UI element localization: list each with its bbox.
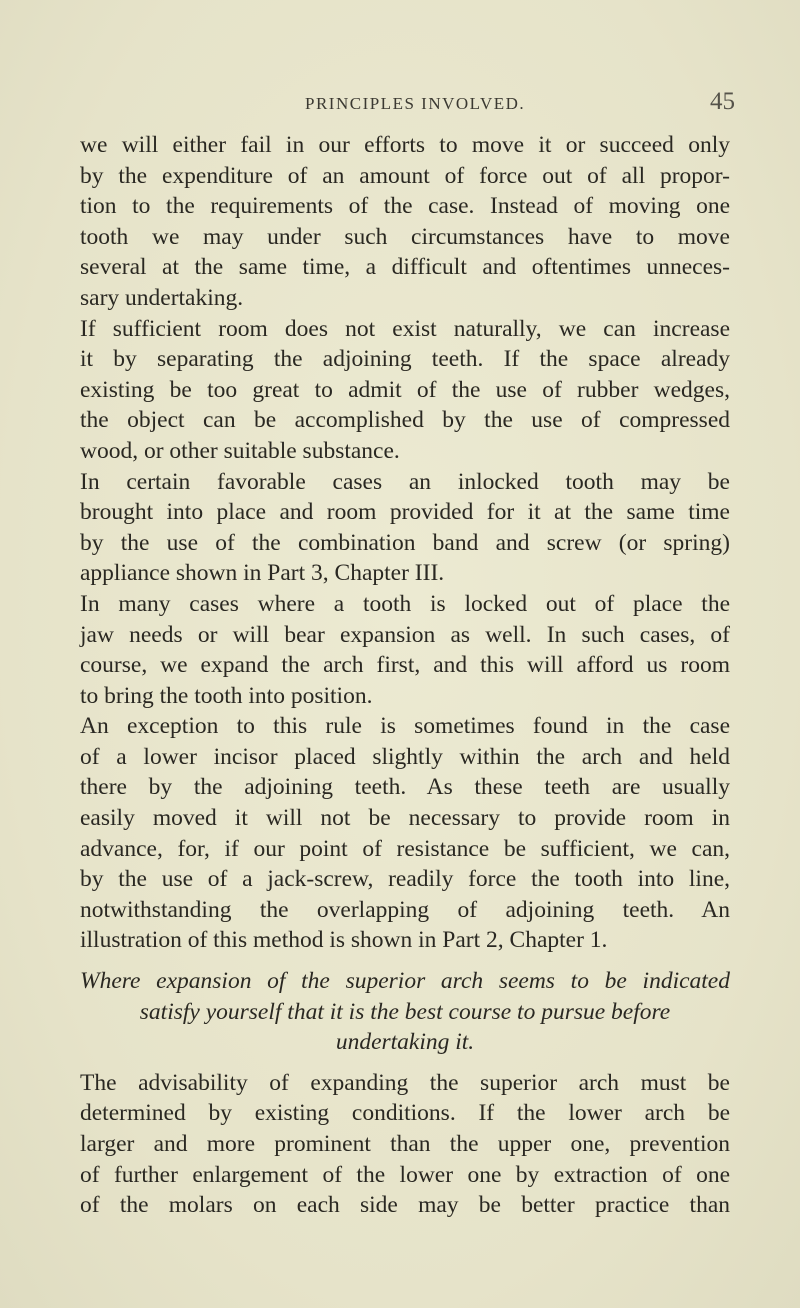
text-line: larger and more prominent than the upper one, prevention bbox=[80, 1131, 730, 1157]
text-line: of the molars on each side may be better practice than bbox=[80, 1192, 730, 1219]
text-line: determined by existing conditions. If the lower arch be bbox=[80, 1100, 730, 1127]
text-line: the object can be accomplished by the use of compressed bbox=[80, 407, 730, 434]
body-text bbox=[80, 130, 730, 1221]
text-line: notwithstanding the overlapping of adjoining teeth. An bbox=[80, 896, 730, 923]
running-head: PRINCIPLES INVOLVED. bbox=[305, 94, 526, 113]
text-line: course, we expand the arch first, and this will afford us room bbox=[80, 652, 730, 679]
paragraph bbox=[80, 467, 730, 589]
text-line: there by the adjoining teeth. As these teeth are usually bbox=[80, 774, 730, 801]
text-line: If sufficient room does not exist naturally, we can increase bbox=[80, 315, 730, 342]
text-line: of further enlargement of the lower one by extraction of one bbox=[80, 1161, 730, 1188]
text-line: tooth we may under such circumstances have to move bbox=[80, 223, 730, 250]
text-line: we will either fail in our efforts to move it or succeed only bbox=[80, 132, 730, 158]
text-line: easily moved it will not be necessary to provide room in bbox=[80, 805, 730, 832]
paragraph bbox=[80, 711, 730, 956]
italic-line: Where expansion of the superior arch seems to be indicated bbox=[80, 968, 730, 995]
text-line: illustration of this method is shown in Part 2, Chapter 1. bbox=[80, 927, 608, 954]
text-line: In certain favorable cases an inlocked tooth may be bbox=[80, 468, 730, 495]
text-line: The advisability of expanding the superior arch must be bbox=[80, 1069, 730, 1096]
text-line: In many cases where a tooth is locked out of place the bbox=[80, 590, 730, 617]
paragraph bbox=[80, 589, 730, 711]
text-line: advance, for, if our point of resistance be sufficient, we can, bbox=[80, 835, 730, 862]
text-line: by the expenditure of an amount of force out of all propor- bbox=[80, 162, 730, 189]
text-line: it by separating the adjoining teeth. If the space already bbox=[80, 346, 730, 373]
text-line: appliance shown in Part 3, Chapter III. bbox=[80, 560, 445, 587]
text-line: sary undertaking. bbox=[80, 284, 244, 311]
paragraph bbox=[80, 314, 730, 467]
text-line: An exception to this rule is sometimes found in the case bbox=[80, 713, 730, 740]
page-header bbox=[80, 88, 735, 128]
paragraph bbox=[80, 130, 730, 314]
italic-line: undertaking it. bbox=[335, 1029, 475, 1056]
text-line: by the use of the combination band and screw (or spring) bbox=[80, 529, 730, 556]
text-line: brought into place and room provided for it at the same time bbox=[80, 499, 730, 526]
text-line: wood, or other suitable substance. bbox=[80, 437, 400, 464]
text-line: by the use of a jack-screw, readily force the tooth into line, bbox=[80, 866, 730, 893]
text-line: of a lower incisor placed slightly within the arch and held bbox=[80, 743, 730, 770]
paragraph bbox=[80, 1068, 730, 1221]
italic-line: satisfy yourself that it is the best course to pursue before bbox=[139, 998, 671, 1025]
italic-rule bbox=[80, 966, 730, 1058]
page-number: 45 bbox=[710, 88, 735, 115]
text-line: jaw needs or will bear expansion as well. In such cases, of bbox=[80, 621, 730, 648]
text-line: existing be too great to admit of the use of rubber wedges, bbox=[80, 376, 730, 403]
text-line: several at the same time, a difficult and oftentimes unneces- bbox=[80, 254, 730, 281]
text-line: to bring the tooth into position. bbox=[80, 682, 373, 709]
text-line: tion to the requirements of the case. Instead of moving one bbox=[80, 193, 730, 220]
